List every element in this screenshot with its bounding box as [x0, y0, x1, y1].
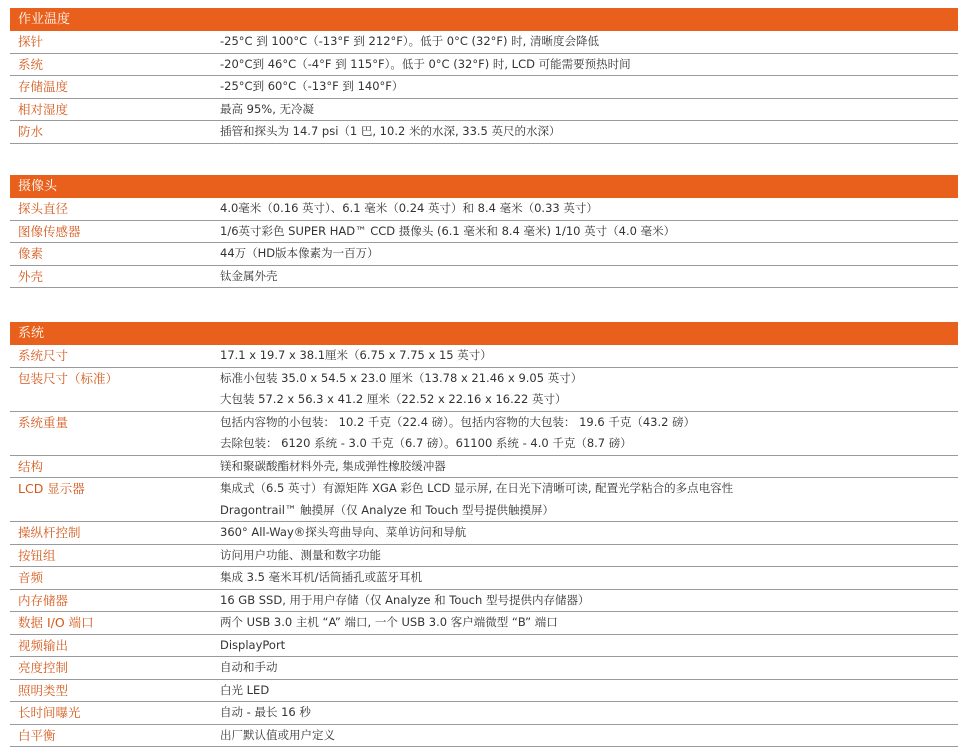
spec-value-line: -25°C到 60°C（-13°F 到 140°F） [220, 79, 404, 93]
spec-value-line: 访问用户功能、测量和数字功能 [220, 547, 381, 562]
spec-value-line: -25°C 到 100°C（-13°F 到 212°F）。低于 0°C (32°F) 时, 清晰度会降低 [220, 34, 599, 48]
spec-row [10, 412, 958, 456]
spec-value [220, 121, 958, 143]
spec-value [220, 345, 958, 367]
spec-value [220, 612, 958, 634]
spec-label: 白平衡 [18, 727, 56, 743]
spec-row [10, 345, 958, 368]
spec-value [220, 725, 958, 747]
spec-label: 探头直径 [18, 201, 69, 216]
spec-label: 操纵杆控制 [18, 525, 81, 540]
spec-label: 包装尺寸（标准） [18, 370, 119, 386]
spec-row [10, 612, 958, 635]
spec-row [10, 545, 958, 568]
spec-row [10, 478, 958, 522]
spec-value-line: 包括内容物的小包装： 10.2 千克（22.4 磅）。包括内容物的大包装： 19.6 千克（43.2 磅） [220, 414, 696, 429]
spec-value [220, 412, 958, 455]
spec-value [220, 456, 958, 478]
spec-row [10, 680, 958, 703]
spec-value-line: -20°C到 46°C（-4°F 到 115°F）。低于 0°C (32°F) 时, LCD 可能需要预热时间 [220, 56, 631, 71]
spec-value [220, 478, 958, 521]
spec-value-line: 插管和探头为 14.7 psi（1 巴, 10.2 米的水深, 33.5 英尺的水深） [220, 124, 561, 138]
spec-row [10, 567, 958, 590]
spec-row [10, 54, 958, 77]
spec-value-line: 44万（HD版本像素为一百万） [220, 246, 379, 260]
spec-value [220, 76, 958, 98]
spec-value [220, 657, 958, 679]
spec-value [220, 680, 958, 702]
spec-value-line: 自动 - 最长 16 秒 [220, 705, 311, 719]
spec-row [10, 725, 958, 748]
spec-label: 内存储器 [18, 592, 69, 608]
section-camera [10, 175, 958, 288]
spec-value [220, 545, 958, 567]
spec-value-line: 1/6英寸彩色 SUPER HAD™ CCD 摄像头 (6.1 毫米和 8.4 毫米) 1/10 英寸（4.0 毫米） [220, 223, 676, 238]
spec-value [220, 368, 958, 411]
spec-value-line: 标准小包装 35.0 x 54.5 x 23.0 厘米（13.78 x 21.46 x 9.05 英寸） [220, 370, 583, 385]
spec-row [10, 31, 958, 54]
spec-value-line: 白光 LED [220, 682, 270, 697]
spec-value [220, 635, 958, 657]
spec-label: 数据 I/O 端口 [18, 615, 94, 630]
spec-row [10, 657, 958, 680]
section-system [10, 322, 958, 747]
spec-row [10, 221, 958, 244]
spec-value-line: DisplayPort [220, 637, 286, 652]
spec-label: 系统重量 [18, 414, 69, 430]
spec-row [10, 590, 958, 613]
spec-label: 亮度控制 [18, 660, 69, 675]
spec-row [10, 635, 958, 658]
spec-value-line: 出厂默认值或用户定义 [220, 727, 335, 742]
spec-value [220, 702, 958, 724]
spec-value-line: 钛金属外壳 [220, 268, 278, 283]
spec-row [10, 266, 958, 289]
spec-label: 存储温度 [18, 79, 69, 94]
spec-row [10, 99, 958, 122]
spec-value [220, 198, 958, 220]
spec-label: 外壳 [18, 268, 44, 284]
spec-value-line: 4.0毫米（0.16 英寸）、6.1 毫米（0.24 英寸）和 8.4 毫米（0.33 英寸） [220, 201, 598, 215]
spec-row [10, 121, 958, 144]
spec-label: 相对湿度 [18, 101, 69, 117]
spec-label: 视频输出 [18, 637, 69, 653]
spec-label: 系统尺寸 [18, 348, 69, 363]
spec-value-line: 集成式（6.5 英寸）有源矩阵 XGA 彩色 LCD 显示屏, 在日光下清晰可读, 配置光学粘合的多点电容性 [220, 481, 734, 495]
spec-row [10, 456, 958, 479]
spec-row [10, 76, 958, 99]
spec-value-line: 镁和聚碳酸酯材料外壳, 集成弹性橡胶缓冲器 [220, 458, 446, 473]
spec-value [220, 54, 958, 76]
spec-value [220, 522, 958, 544]
spec-label: 音频 [18, 570, 44, 585]
spec-value-line: 集成 3.5 毫米耳机/话筒插孔或蓝牙耳机 [220, 570, 422, 584]
spec-value-line: 两个 USB 3.0 主机 “A” 端口, 一个 USB 3.0 客户端微型 “B” 端口 [220, 615, 558, 629]
spec-label: 图像传感器 [18, 223, 81, 239]
spec-value-line: 去除包装： 6120 系统 - 3.0 千克（6.7 磅）。61100 系统 - 4.0 千克（8.7 磅） [220, 436, 632, 450]
spec-row [10, 243, 958, 266]
spec-label: 长时间曝光 [18, 705, 81, 720]
section-operating-temperature [10, 8, 958, 144]
spec-label: LCD 显示器 [18, 481, 85, 496]
section-header: 摄像头 [10, 175, 958, 198]
spec-label: 探针 [18, 34, 44, 49]
spec-label: 系统 [18, 56, 44, 72]
spec-value [220, 221, 958, 243]
spec-label: 按钮组 [18, 547, 56, 563]
section-header: 作业温度 [10, 8, 958, 31]
section-header: 系统 [10, 322, 958, 345]
spec-row [10, 198, 958, 221]
spec-label: 照明类型 [18, 682, 69, 698]
spec-value-line: 17.1 x 19.7 x 38.1厘米（6.75 x 7.75 x 15 英寸） [220, 348, 492, 362]
spec-row [10, 368, 958, 412]
spec-label: 像素 [18, 246, 44, 261]
spec-label: 结构 [18, 458, 44, 474]
spec-label: 防水 [18, 124, 44, 139]
spec-row [10, 702, 958, 725]
spec-value [220, 243, 958, 265]
spec-value-line: 最高 95%, 无冷凝 [220, 101, 315, 116]
spec-value [220, 590, 958, 612]
spec-row [10, 522, 958, 545]
spec-value-line: 自动和手动 [220, 660, 278, 674]
spec-value [220, 99, 958, 121]
spec-value-line: 16 GB SSD, 用于用户存储（仅 Analyze 和 Touch 型号提供内存储器） [220, 592, 590, 607]
spec-value [220, 266, 958, 288]
spec-value-line: 大包装 57.2 x 56.3 x 41.2 厘米（22.52 x 22.16 x 16.22 英寸） [220, 392, 567, 406]
spec-value-line: 360° All-Way®探头弯曲导向、菜单访问和导航 [220, 525, 467, 539]
spec-value [220, 31, 958, 53]
spec-value-line: Dragontrail™ 触摸屏（仅 Analyze 和 Touch 型号提供触摸屏） [220, 502, 555, 517]
spec-value [220, 567, 958, 589]
